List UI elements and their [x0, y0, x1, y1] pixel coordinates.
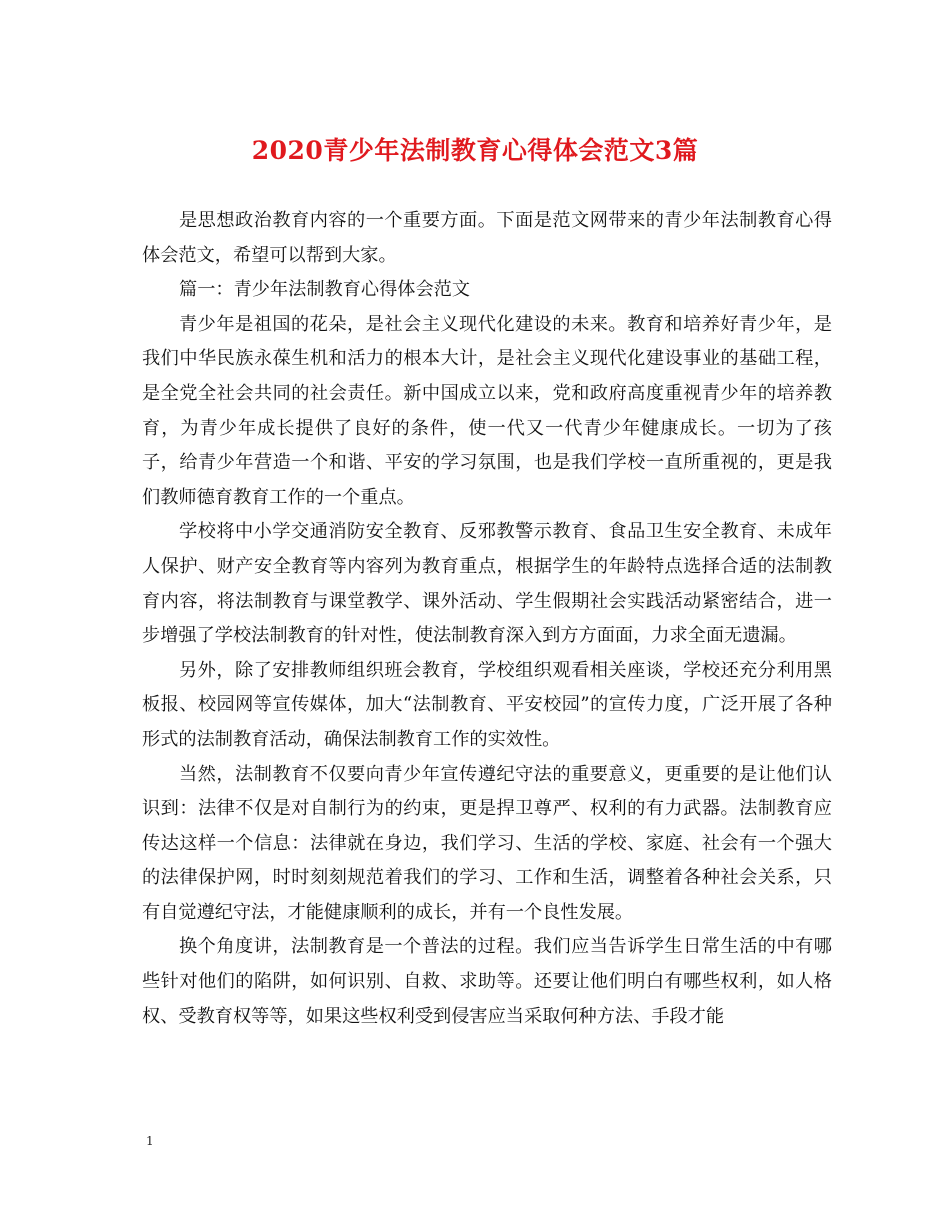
section-heading: 篇一：青少年法制教育心得体会范文 [179, 279, 471, 301]
document-title: 2020青少年法制教育心得体会范文3篇 [251, 136, 699, 165]
paragraph: 青少年是祖国的花朵，是社会主义现代化建设的未来。教育和培养好青少年，是我们中华民族永葆生机和活力的根本大计，是社会主义现代化建设事业的基础工程，是全党全社会共同的社会责任。新中国成立以来，党和政府高度重视青少年的培养教育，为青少年成长提供了良好的条件，使一代又一代青少年健康成长。一切为了孩子，给青少年营造一个和谐、平安的学习氛围，也是我们学校一直所重视的，更是我们教师德育教育工作的一个重点。 [142, 313, 832, 508]
paragraph: 另外，除了安排教师组织班会教育，学校组织观看相关座谈，学校还充分利用黑板报、校园网等宣传媒体，加大“法制教育、平安校园”的宣传力度，广泛开展了各种形式的法制教育活动，确保法制教育工作的实效性。 [142, 659, 832, 750]
document-body [142, 204, 832, 1034]
paragraph: 换个角度讲，法制教育是一个普法的过程。我们应当告诉学生日常生活的中有哪些针对他们的陷阱，如何识别、自救、求助等。还要让他们明白有哪些权利，如人格权、受教育权等等，如果这些权利受到侵害应当采取何种方法、手段才能 [142, 936, 832, 1027]
page-number: 1 [146, 1134, 154, 1148]
paragraph: 学校将中小学交通消防安全教育、反邪教警示教育、食品卫生安全教育、未成年人保护、财产安全教育等内容列为教育重点，根据学生的年龄特点选择合适的法制教育内容，将法制教育与课堂教学、课外活动、学生假期社会实践活动紧密结合，进一步增强了学校法制教育的针对性，使法制教育深入到方方面面，力求全面无遗漏。 [142, 521, 832, 647]
paragraph-intro: 是思想政治教育内容的一个重要方面。下面是范文网带来的青少年法制教育心得体会范文，希望可以帮到大家。 [142, 210, 832, 266]
paragraph: 当然，法制教育不仅要向青少年宣传遵纪守法的重要意义，更重要的是让他们认识到：法律不仅是对自制行为的约束，更是捍卫尊严、权利的有力武器。法制教育应传达这样一个信息：法律就在身边，我们学习、生活的学校、家庭、社会有一个强大的法律保护网，时时刻刻规范着我们的学习、工作和生活，调整着各种社会关系，只有自觉遵纪守法，才能健康顺利的成长，并有一个良性发展。 [142, 763, 832, 923]
